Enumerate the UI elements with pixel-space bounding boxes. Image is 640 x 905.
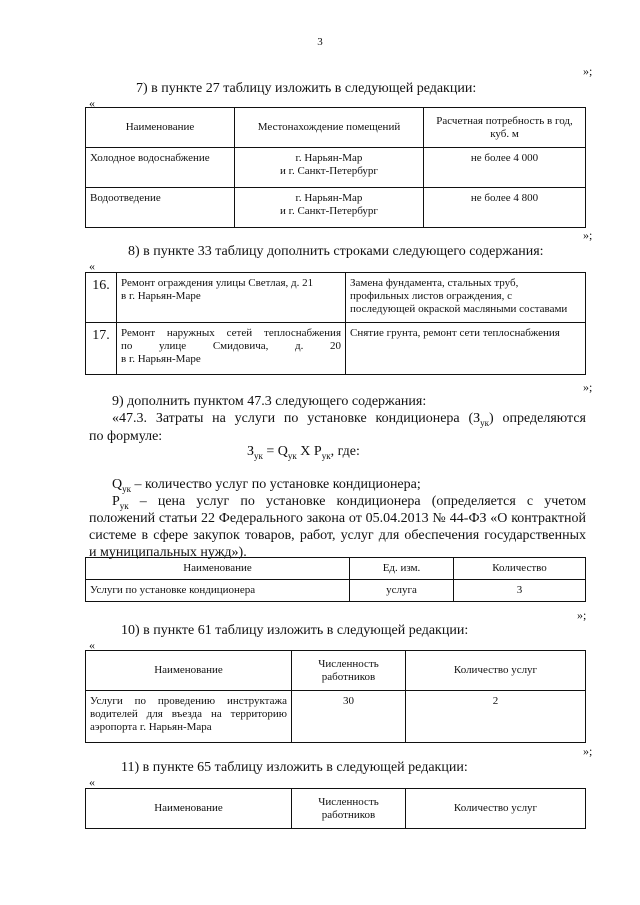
table-header-row (86, 789, 586, 829)
table-row (86, 691, 586, 743)
cell-line: по улице Смидовича, д. 20 (121, 340, 341, 352)
item7-heading: 7) в пункте 27 таблицу изложить в следующей редакции: (136, 81, 477, 96)
para-line: системе в сфере закупок товаров, работ, услуг для обеспечения государственных (89, 528, 586, 543)
table-header-cell: Местонахождение помещений (235, 108, 424, 148)
table-cell: 3 (454, 580, 586, 602)
table-header-cell: Наименование (86, 108, 235, 148)
opening-quote: « (89, 638, 95, 652)
def-text: – количество услуг по установке кондиционера; (131, 477, 421, 492)
opening-quote: « (89, 96, 95, 110)
table-cell (117, 273, 346, 323)
para-line: положений статьи 22 Федерального закона от 05.04.2013 № 44-ФЗ «О контрактной (89, 511, 586, 526)
table-cell: Снятие грунта, ремонт сети теплоснабжения (346, 323, 586, 375)
formula-part: З (247, 444, 255, 459)
cell-line: последующей окраской масляными составами (350, 303, 568, 315)
table-cell (235, 188, 424, 228)
row-number: 16. (86, 273, 117, 323)
subscript: ук (254, 450, 263, 461)
closing-quote: »; (577, 608, 587, 622)
cell-line: Услуги по проведению инструктажа (90, 695, 287, 707)
subscript: ук (321, 450, 331, 461)
table-row (86, 273, 586, 323)
closing-quote: »; (583, 64, 593, 78)
item7-table (85, 107, 586, 228)
formula (247, 444, 360, 461)
table-cell (86, 691, 292, 743)
item9-paragraph (112, 410, 586, 432)
subscript: ук (480, 417, 490, 428)
closing-quote: »; (583, 228, 593, 242)
closing-quote: »; (583, 744, 593, 758)
table-cell: не более 4 000 (424, 148, 586, 188)
definition-p-cont (89, 510, 586, 561)
header-line: Численность (318, 657, 379, 670)
cell-line: профильных листов ограждения, с (350, 290, 512, 302)
header-line: работников (321, 808, 376, 821)
item11-heading: 11) в пункте 65 таблицу изложить в следующей редакции: (121, 760, 468, 775)
location-line: г. Нарьян-Мар (295, 192, 363, 204)
table-header-row (86, 558, 586, 580)
location-line: и г. Санкт-Петербург (280, 205, 378, 217)
item10-heading: 10) в пункте 61 таблицу изложить в следующей редакции: (121, 623, 469, 638)
table-cell: 30 (292, 691, 406, 743)
subscript: ук (122, 483, 131, 494)
cell-line: водителей для въезда на территорию (90, 708, 287, 720)
page-number: 3 (317, 36, 323, 48)
table-header-cell: Расчетная потребность в год, куб. м (424, 108, 586, 148)
closing-quote: »; (583, 380, 593, 394)
item9-paragraph-cont: по формуле: (89, 429, 163, 444)
table-header-cell (292, 651, 406, 691)
table-header-cell: Количество услуг (406, 651, 586, 691)
opening-quote: « (89, 259, 95, 273)
table-cell (235, 148, 424, 188)
subscript: ук (287, 450, 297, 461)
header-line: Численность (318, 795, 379, 808)
table-header-cell (292, 789, 406, 829)
table-cell: услуга (350, 580, 454, 602)
table-row (86, 188, 586, 228)
cell-line: Ремонт ограждения улицы Светлая, д. 21 (121, 277, 314, 289)
table-header-cell: Наименование (86, 789, 292, 829)
item11-table (85, 788, 586, 829)
row-number: 17. (86, 323, 117, 375)
table-header-cell: Наименование (86, 558, 350, 580)
item9-table (85, 557, 586, 602)
location-line: и г. Санкт-Петербург (280, 165, 378, 177)
table-header-row (86, 651, 586, 691)
para-line (112, 410, 586, 432)
para-prefix: и (89, 545, 100, 560)
cell-line: в г. Нарьян-Маре (121, 290, 201, 302)
cell-line: в г. Нарьян-Маре (121, 353, 201, 365)
header-line: работников (321, 670, 376, 683)
para-text: «47.3. Затраты на услуги по установке кондиционера (З (112, 411, 481, 426)
item9-heading: 9) дополнить пунктом 47.3 следующего содержания: (112, 394, 427, 409)
table-row (86, 323, 586, 375)
cell-line: аэропорта г. Нарьян-Мара (90, 721, 212, 733)
table-cell: Водоотведение (86, 188, 235, 228)
table-header-cell: Количество (454, 558, 586, 580)
item10-table (85, 650, 586, 743)
formula-part: X Р (296, 444, 322, 459)
item8-table (85, 272, 586, 375)
subscript: ук (119, 500, 129, 511)
table-cell: Холодное водоснабжение (86, 148, 235, 188)
table-header-row (86, 108, 586, 148)
cell-line: Ремонт наружных сетей теплоснабжения (121, 327, 341, 339)
table-cell (117, 323, 346, 375)
table-cell (346, 273, 586, 323)
table-header-cell: Ед. изм. (350, 558, 454, 580)
para-text: муниципальных нужд»). (100, 545, 247, 560)
para-text: ) определяются (489, 411, 586, 426)
table-header-cell: Наименование (86, 651, 292, 691)
table-cell: 2 (406, 691, 586, 743)
item8-heading: 8) в пункте 33 таблицу дополнить строками следующего содержания: (128, 244, 544, 259)
location-line: г. Нарьян-Мар (295, 152, 363, 164)
def-symbol: Q (112, 477, 123, 492)
formula-part: , где: (330, 444, 360, 459)
table-cell: не более 4 800 (424, 188, 586, 228)
table-cell: Услуги по установке кондиционера (86, 580, 350, 602)
def-symbol: Р (112, 494, 120, 509)
table-row (86, 148, 586, 188)
def-text: – цена услуг по установке кондиционера (определяется с учетом (128, 494, 586, 509)
table-row (86, 580, 586, 602)
formula-part: = Q (262, 444, 288, 459)
opening-quote: « (89, 775, 95, 789)
cell-line: Замена фундамента, стальных труб, (350, 277, 519, 289)
table-header-cell: Количество услуг (406, 789, 586, 829)
